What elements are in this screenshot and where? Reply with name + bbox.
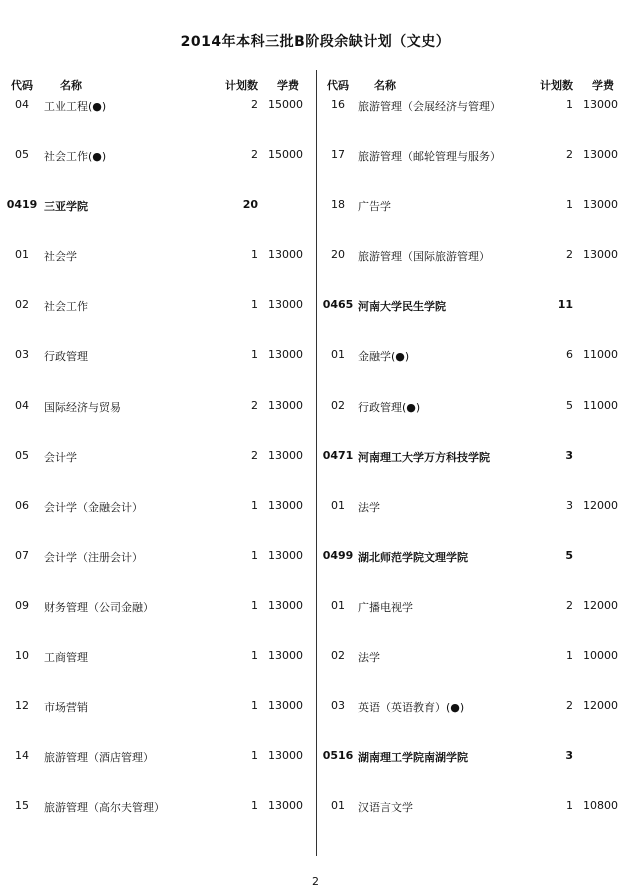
table-row	[0, 144, 316, 194]
row-fee: 13000	[268, 348, 303, 362]
row-fee: 12000	[583, 498, 618, 512]
row-name: 旅游管理（酒店管理）	[44, 751, 154, 765]
row-code: 05	[15, 448, 29, 462]
row-plan: 1	[251, 699, 258, 713]
row-plan: 3	[565, 749, 573, 763]
table-row	[0, 595, 316, 645]
row-fee: 15000	[268, 148, 303, 162]
row-name: 湖北师范学院文理学院	[358, 550, 468, 564]
row-fee: 13000	[583, 148, 618, 162]
row-name: 法学	[358, 500, 380, 514]
row-fee: 11000	[583, 348, 618, 362]
right-column	[316, 72, 631, 845]
table-row	[0, 94, 316, 144]
table-row	[316, 645, 631, 695]
page-number: 2	[312, 875, 319, 888]
row-code: 01	[331, 799, 345, 813]
row-name: 会计学	[44, 450, 77, 464]
row-fee: 13000	[268, 448, 303, 462]
table-row	[0, 244, 316, 294]
row-plan: 5	[565, 548, 573, 562]
row-plan: 2	[566, 148, 573, 162]
row-name: 法学	[358, 651, 380, 665]
school-row	[316, 294, 631, 344]
row-fee: 13000	[268, 248, 303, 262]
row-code: 17	[331, 148, 345, 162]
row-plan: 1	[251, 749, 258, 763]
header-plan: 计划数	[540, 79, 573, 92]
row-fee: 13000	[583, 198, 618, 212]
table-row	[316, 94, 631, 144]
left-table-body	[0, 94, 316, 845]
row-name: 国际经济与贸易	[44, 400, 121, 414]
row-name: 社会工作	[44, 300, 88, 314]
row-code: 20	[331, 248, 345, 262]
table-row	[0, 795, 316, 845]
table-row	[0, 745, 316, 795]
table-row	[316, 595, 631, 645]
header-name: 名称	[60, 79, 82, 92]
row-code: 03	[15, 348, 29, 362]
table-row	[0, 294, 316, 344]
row-code: 15	[15, 799, 29, 813]
row-fee: 13000	[268, 649, 303, 663]
row-name: 河南大学民生学院	[358, 300, 446, 314]
row-fee: 10000	[583, 649, 618, 663]
row-code: 0499	[322, 548, 354, 562]
row-plan: 2	[566, 248, 573, 262]
row-plan: 1	[566, 649, 573, 663]
table-row	[0, 344, 316, 394]
header-plan: 计划数	[225, 79, 258, 92]
row-fee: 13000	[268, 598, 303, 612]
row-code: 12	[15, 699, 29, 713]
row-code: 0471	[322, 448, 354, 462]
table-row	[316, 344, 631, 394]
table-row	[316, 144, 631, 194]
row-name: 工商管理	[44, 651, 88, 665]
row-fee: 13000	[268, 298, 303, 312]
header-fee: 学费	[592, 79, 614, 92]
row-fee: 15000	[268, 98, 303, 111]
row-plan: 2	[566, 598, 573, 612]
row-plan: 3	[565, 448, 573, 462]
row-plan: 2	[251, 98, 258, 111]
header-name: 名称	[374, 79, 396, 92]
header-fee: 学费	[277, 79, 299, 92]
table-row	[0, 395, 316, 445]
row-name: 会计学（金融会计）	[44, 500, 143, 514]
row-plan: 1	[251, 298, 258, 312]
row-plan: 1	[251, 548, 258, 562]
row-plan: 2	[251, 148, 258, 162]
row-plan: 3	[566, 498, 573, 512]
row-code: 18	[331, 198, 345, 212]
table-row	[0, 445, 316, 495]
row-plan: 1	[251, 598, 258, 612]
row-name: 财务管理（公司金融）	[44, 600, 154, 614]
row-fee: 10800	[583, 799, 618, 813]
row-name: 金融学(●)	[358, 350, 410, 364]
row-plan: 5	[566, 398, 573, 412]
table-row	[316, 395, 631, 445]
row-plan: 1	[251, 799, 258, 813]
table-row	[316, 244, 631, 294]
row-fee: 13000	[583, 248, 618, 262]
table-row	[316, 194, 631, 244]
row-code: 10	[15, 649, 29, 663]
row-fee: 13000	[268, 799, 303, 813]
row-plan: 20	[242, 198, 258, 212]
row-code: 04	[15, 398, 29, 412]
table-row	[0, 545, 316, 595]
school-row	[0, 194, 316, 244]
row-plan: 1	[566, 198, 573, 212]
row-name: 旅游管理（邮轮管理与服务）	[358, 150, 501, 164]
row-name: 旅游管理（高尔夫管理）	[44, 801, 165, 815]
row-code: 03	[331, 699, 345, 713]
row-name: 广告学	[358, 200, 391, 214]
left-column	[0, 72, 316, 845]
row-code: 01	[331, 598, 345, 612]
table-header	[316, 72, 631, 94]
row-code: 02	[331, 398, 345, 412]
row-code: 01	[15, 248, 29, 262]
table-row	[316, 495, 631, 545]
row-code: 0516	[322, 749, 354, 763]
row-plan: 1	[566, 98, 573, 111]
row-name: 工业工程(●)	[44, 100, 107, 113]
header-code: 代码	[11, 79, 33, 92]
row-code: 05	[15, 148, 29, 162]
row-fee: 13000	[583, 98, 618, 111]
row-fee: 13000	[268, 749, 303, 763]
table-row	[0, 495, 316, 545]
row-name: 行政管理	[44, 350, 88, 364]
row-name: 广播电视学	[358, 600, 413, 614]
row-plan: 2	[251, 448, 258, 462]
row-fee: 13000	[268, 548, 303, 562]
row-plan: 1	[251, 248, 258, 262]
row-name: 社会学	[44, 250, 77, 264]
row-code: 02	[15, 298, 29, 312]
row-name: 旅游管理（国际旅游管理）	[358, 250, 490, 264]
row-plan: 6	[566, 348, 573, 362]
page-title: 2014年本科三批B阶段余缺计划（文史）	[180, 34, 451, 50]
row-name: 三亚学院	[44, 200, 88, 214]
header-code: 代码	[327, 79, 349, 92]
row-code: 01	[331, 498, 345, 512]
table-header	[0, 72, 316, 94]
row-name: 河南理工大学万方科技学院	[358, 450, 490, 464]
row-code: 09	[15, 598, 29, 612]
row-plan: 11	[557, 298, 573, 312]
row-plan: 2	[251, 398, 258, 412]
row-fee: 13000	[268, 699, 303, 713]
row-fee: 13000	[268, 498, 303, 512]
row-code: 16	[331, 98, 345, 111]
row-fee: 12000	[583, 699, 618, 713]
row-name: 英语（英语教育）(●)	[358, 701, 465, 715]
row-code: 14	[15, 749, 29, 763]
row-code: 0419	[6, 198, 38, 212]
row-fee: 11000	[583, 398, 618, 412]
row-plan: 1	[251, 348, 258, 362]
row-code: 02	[331, 649, 345, 663]
table-row	[316, 795, 631, 845]
row-name: 会计学（注册会计）	[44, 550, 143, 564]
row-fee: 13000	[268, 398, 303, 412]
row-name: 湖南理工学院南湖学院	[358, 751, 468, 765]
right-table-body	[316, 94, 631, 845]
row-code: 07	[15, 548, 29, 562]
school-row	[316, 445, 631, 495]
row-plan: 1	[251, 649, 258, 663]
row-plan: 2	[566, 699, 573, 713]
row-name: 行政管理(●)	[358, 400, 421, 414]
school-row	[316, 745, 631, 795]
table-row	[0, 645, 316, 695]
row-code: 0465	[322, 298, 354, 312]
row-code: 01	[331, 348, 345, 362]
row-plan: 1	[251, 498, 258, 512]
table-row	[316, 695, 631, 745]
table-row	[0, 695, 316, 745]
school-row	[316, 545, 631, 595]
row-plan: 1	[566, 799, 573, 813]
row-name: 市场营销	[44, 701, 88, 715]
row-code: 04	[15, 98, 29, 111]
row-code: 06	[15, 498, 29, 512]
row-fee: 12000	[583, 598, 618, 612]
row-name: 旅游管理（会展经济与管理）	[358, 100, 501, 113]
row-name: 社会工作(●)	[44, 150, 107, 164]
row-name: 汉语言文学	[358, 801, 413, 815]
